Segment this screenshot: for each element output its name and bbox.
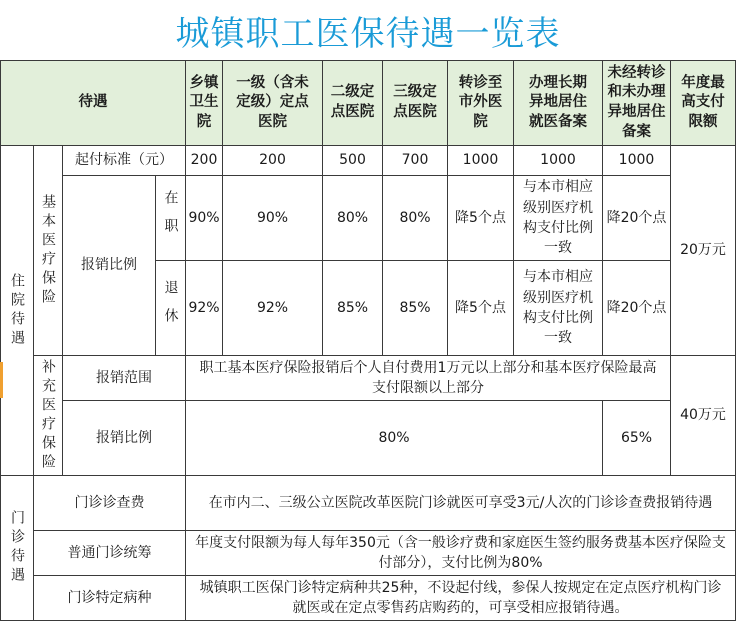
retired-label: [155, 260, 186, 356]
employed-ratio-value: 降5个点: [447, 175, 514, 261]
employed-ratio-value: 90%: [222, 175, 323, 261]
outpatient-row-value: 城镇职工医保门诊特定病种共25种，不设起付线，参保人按规定在定点医疗机构门诊就医或在定点零售药店购药的，可享受相应报销待遇。: [185, 575, 736, 621]
basic-insurance-label: [33, 145, 63, 356]
basic-annual-limit: 20万元: [670, 145, 736, 356]
outpatient-row-value: 在市内二、三级公立医院改革医院门诊就医可享受3元/人次的门诊诊查费报销待遇: [185, 475, 736, 531]
scope-value: 职工基本医疗保险报销后个人自付费用1万元以上部分和基本医疗保险最高支付限额以上部分: [185, 355, 671, 401]
retired-ratio-value: 降20个点: [602, 260, 671, 356]
supplementary-unreferred-ratio-value: 65%: [602, 400, 671, 476]
header-annual-limit: [670, 60, 736, 146]
supplementary-ratio-label: 报销比例: [62, 400, 186, 476]
retired-ratio-value: [513, 260, 603, 356]
deductible-value: 1000: [447, 145, 514, 176]
outpatient-row-label: 门诊诊查费: [33, 475, 186, 531]
header-level3-hospital: [382, 60, 448, 146]
deductible-label: 起付标准（元）: [62, 145, 186, 176]
outpatient-section-label: [0, 475, 34, 621]
header-label: 一级（含未定级）定点医院: [236, 74, 309, 130]
header-label: 二级定点医院: [330, 84, 375, 120]
page-title: 城镇职工医保待遇一览表: [175, 13, 561, 54]
retired-ratio-value: 92%: [185, 260, 223, 356]
deductible-value: 700: [382, 145, 448, 176]
header-corner: 待遇: [0, 60, 186, 146]
vertical-label: 退休: [162, 280, 179, 336]
employed-ratio-value: 降20个点: [602, 175, 671, 261]
retired-ratio-value: 85%: [382, 260, 448, 356]
deductible-value: 200: [185, 145, 223, 176]
header-label: 年度最高支付限额: [681, 74, 725, 130]
supplementary-annual-limit: 40万元: [670, 355, 736, 476]
retired-ratio-value: 降5个点: [447, 260, 514, 356]
header-unreferred-unfiled: [602, 60, 671, 146]
vertical-label: 补充医疗保险: [40, 358, 56, 473]
supplementary-insurance-label: [33, 355, 63, 476]
retired-ratio-value: 92%: [222, 260, 323, 356]
header-label: 乡镇卫生院: [189, 74, 219, 130]
employed-label: [155, 175, 186, 261]
header-label: 办理长期异地居住就医备案: [529, 74, 587, 130]
supplementary-ratio-value: 80%: [185, 400, 603, 476]
deductible-value: 1000: [513, 145, 603, 176]
retired-ratio-value: 85%: [322, 260, 383, 356]
header-referral-outside-city: [447, 60, 514, 146]
vertical-label: 住院待遇: [9, 272, 25, 349]
header-label: 未经转诊和未办理异地居住备案: [607, 64, 666, 140]
inpatient-section-label: [0, 145, 34, 476]
employed-ratio-value: [513, 175, 603, 261]
header-level2-hospital: [322, 60, 383, 146]
header-label: 三级定点医院: [393, 84, 437, 120]
scope-label: 报销范围: [62, 355, 186, 401]
outpatient-row-value: 年度支付限额为每人每年350元（含一般诊疗费和家庭医生签约服务费基本医疗保险支付部分），支付比例为80%: [185, 530, 736, 576]
vertical-label: 门诊待遇: [9, 510, 25, 586]
ratio-text: 与本市相应级别医疗机构支付比例一致: [523, 179, 593, 257]
header-label: 转诊至市外医院: [458, 74, 503, 130]
employed-ratio-value: 90%: [185, 175, 223, 261]
header-township-hospital: [185, 60, 223, 146]
outpatient-row-label: 门诊特定病种: [33, 575, 186, 621]
deductible-value: 1000: [602, 145, 671, 176]
row-selection-marker: [0, 362, 3, 398]
outpatient-row-label: 普通门诊统筹: [33, 530, 186, 576]
header-level1-hospital: [222, 60, 323, 146]
employed-ratio-value: 80%: [382, 175, 448, 261]
employed-ratio-value: 80%: [322, 175, 383, 261]
vertical-label: 基本医疗保险: [40, 193, 56, 308]
deductible-value: 200: [222, 145, 323, 176]
reimbursement-ratio-label: 报销比例: [62, 175, 156, 356]
deductible-value: 500: [322, 145, 383, 176]
header-long-term-remote-filing: [513, 60, 603, 146]
ratio-text: 与本市相应级别医疗机构支付比例一致: [523, 269, 593, 347]
vertical-label: 在职: [162, 190, 179, 246]
